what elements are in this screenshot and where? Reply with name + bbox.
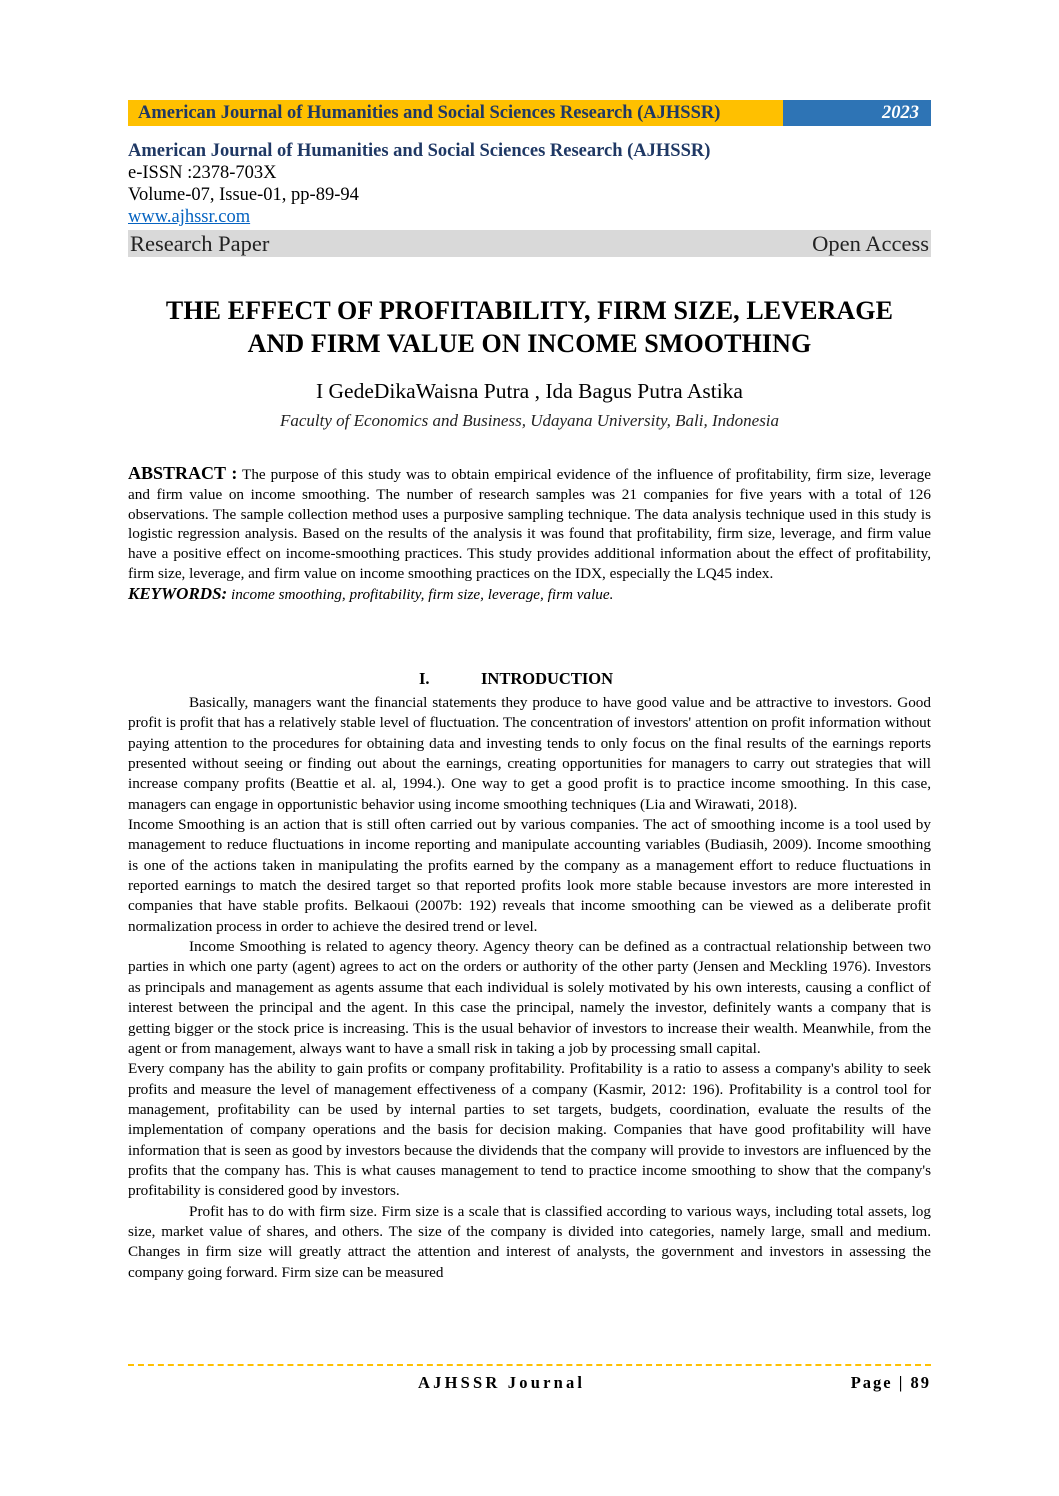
issn: e-ISSN :2378-703X [128,163,277,183]
paragraph: Profit has to do with firm size. Firm size is a scale that is classified according to various ways, including total assets, log size, market value of shares, and others. The size of the company is divided into categories, namely large, small and medium. Changes in firm size will greatly attract the attention and interest of analysts, the government and investors in assessing the company going forward. Firm size can be measured [128,1202,931,1281]
paper-title [128,294,931,360]
journal-info [128,140,931,257]
page-label: Page | [850,1373,911,1392]
keywords-text: income smoothing, profitability, firm size, leverage, firm value. [230,585,614,603]
affiliation: Faculty of Economics and Business, Udayana University, Bali, Indonesia [279,411,780,430]
page-footer [128,1372,931,1394]
section-number: I. [419,669,430,688]
introduction-body [128,693,931,1283]
paragraph: Income Smoothing is related to agency theory. Agency theory can be defined as a contractual relationship between two parties in which one party (agent) agrees to act on the orders or authority of the other party (Jensen and Meckling 1976). Investors as principals and management as agents assume that each individual is solely motivated by his own interests, causing a conflict of interest between the principal and the agent. In this case the principal, namely the investor, definitely wants a company that is getting bigger or the stock price is increasing. This is the usual behavior of investors to increase their wealth. Meanwhile, from the agent or from management, always want to have a small risk in taking a job by processing small capital. [128,938,931,1057]
paragraph: Income Smoothing is an action that is still often carried out by various companies. The act of smoothing income is a tool used by management to reduce fluctuations in income reporting and manipulate accounting variables (Budiasih, 2009). Income smoothing is one of the actions taken in manipulating the profits earned by the company as a management effort to reduce fluctuations in reported earnings to match the desired target so that reported profits look more stable because investors are more interested in companies that have stable profits. Belkaoui (2007b: 192) reveals that income smoothing can be viewed as a deliberate profit normalization process in order to achieve the desired trend or level. [128,816,931,935]
paper-type-bar [128,230,931,257]
journal-name: American Journal of Humanities and Social Sciences Research (AJHSSR) [128,141,711,161]
paragraph: Basically, managers want the financial statements they produce to have good value and be attractive to investors. Good profit is profit that has a relatively stable level of fluctuation. The concentration of investors' attention on profit information without paying attention to the procedures for obtaining data and investing tends to only focus on the final results of the earnings reports presented without seeing or finding out about the earnings, creating opportunities for managers to carry out strategies that will increase company profits (Beattie et al. al, 1994.). One way to get a good profit is to practice income smoothing. In this case, managers can engage in opportunistic behavior using income smoothing techniques (Lia and Wirawati, 2018). [128,694,931,813]
header-journal-name: American Journal of Humanities and Social Sciences Research (AJHSSR) [128,100,783,126]
authors: I GedeDikaWaisna Putra , Ida Bagus Putra Astika [316,379,743,403]
section-title: INTRODUCTION [481,669,614,688]
journal-website-link[interactable]: www.ajhssr.com [128,207,251,227]
footer-journal: AJHSSR Journal [418,1373,586,1392]
title-line-1: THE EFFECT OF PROFITABILITY, FIRM SIZE, LEVERAGE [165,296,894,325]
header-year: 2023 [783,100,931,126]
section-heading-introduction [128,668,931,690]
keywords-label: KEYWORDS: [128,583,228,603]
footer-divider [128,1364,931,1366]
journal-header-band [128,100,931,126]
page-number: 89 [910,1373,931,1392]
footer-page [851,1372,931,1394]
title-line-2: AND FIRM VALUE ON INCOME SMOOTHING [247,329,812,358]
abstract-label: ABSTRACT : [128,463,238,483]
paragraph: Every company has the ability to gain profits or company profitability. Profitability is a ratio to assess a company's ability to seek profits and measure the level of management effectiveness of a company (Kasmir, 2012: 196). Profitability is a control tool for management, profitability can be used by internal parties to set targets, budgets, coordination, evaluate the results of the implementation of company operations and the basis for decision making. Companies that have good profitability will have information that is seen as good by investors because the dividends that the company will provide to investors are influenced by the profits that the company has. This is what causes management to tend to practice income smoothing to show that the company's profitability is considered good by investors. [128,1060,931,1200]
abstract-text: The purpose of this study was to obtain empirical evidence of the influence of profitability, firm size, leverage and firm value on income smoothing. The number of research samples was 21 companies for five years with a total of 126 observations. The sample collection method uses a purposive sampling technique. The data analysis technique used in this study is logistic regression analysis. Based on the results of the analysis it was found that profitability, firm size, leverage, and firm value have a positive effect on income-smoothing practices. This study provides additional information about the effect of profitability, firm size, leverage, and firm value on income smoothing practices on the IDX, especially the LQ45 index. [128,466,931,582]
paper-type: Research Paper [130,231,270,256]
keywords [128,584,931,605]
abstract [128,464,931,605]
access-type: Open Access [812,231,929,256]
volume-issue: Volume-07, Issue-01, pp-89-94 [128,185,359,205]
